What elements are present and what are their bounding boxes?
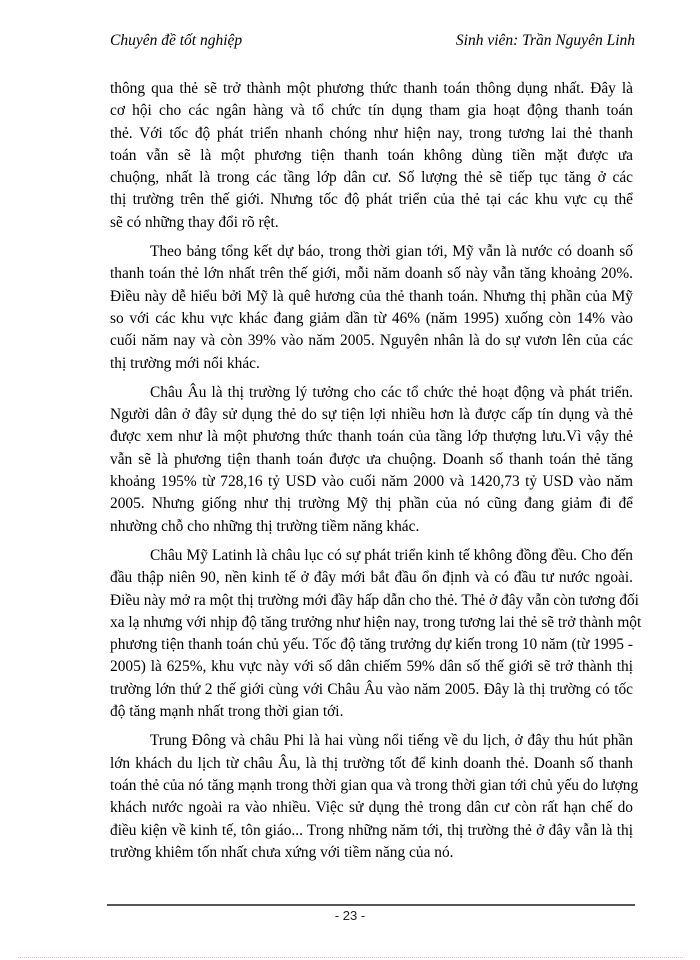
text-line: Châu Âu là thị trường lý tưởng cho các tổ chức thẻ hoạt động và phát triển. [150, 383, 633, 401]
text-line: Điều này mở ra một thị trường mới đầy hấp dẫn cho thẻ. Thẻ ở đây vẫn còn tương đối [110, 591, 639, 609]
text-line: chuộng, nhất là trong các tầng lớp dân cư. Số lượng thẻ sẽ tiếp tục tăng ở các [110, 169, 633, 187]
text-line: toán thẻ của nó tăng mạnh trong thời gian qua và trong thời gian tới chủ yếu do lượng [110, 776, 639, 794]
header-document-title: Chuyên đề tốt nghiệp [110, 32, 243, 49]
text-line: lớn khách du lịch từ châu Âu, là thị trường tốt để kinh doanh thẻ. Doanh số thanh [110, 754, 633, 772]
text-line: phương tiện thanh toán chủ yếu. Tốc độ tăng trưởng dự kiến trong 10 năm (từ 1995 - [110, 636, 633, 654]
text-line: toán vẫn sẽ là một phương tiện thanh toán không dùng tiền mặt được ưa [110, 146, 633, 164]
text-line: thẻ. Với tốc độ phát triển nhanh chóng như hiện nay, trong tương lai thẻ thanh [110, 124, 633, 142]
text-line: Người dân ở đây sử dụng thẻ do sự tiện lợi nhiều hơn là được cấp tín dụng và thẻ [110, 406, 633, 424]
text-line: khoảng 195% từ 728,16 tỷ USD vào cuối năm 2000 và 1420,73 tỷ USD vào năm [110, 473, 633, 491]
text-line: Theo bảng tổng kết dự báo, trong thời gian tới, Mỹ vẫn là nước có doanh số [150, 243, 633, 261]
text-line: thị trường mới nổi khác. [110, 354, 260, 372]
text-line: độ tăng mạnh nhất trong thời gian tới. [110, 703, 344, 721]
text-line: nhường chỗ cho những thị trường tiềm năng khác. [110, 517, 420, 535]
paragraph-middle-east-africa-market [110, 730, 639, 864]
document-body [110, 78, 642, 871]
text-line: vẫn sẽ là phương tiện thanh toán được ưa chuộng. Doanh số thanh toán thẻ tăng [110, 450, 633, 468]
paragraph-europe-market [110, 382, 633, 538]
text-line: sẽ có những thay đổi rõ rệt. [110, 213, 279, 231]
text-line: thị trường trên thế giới. Nhưng tốc độ phát triển của thẻ tại các khu vực cụ thể [110, 191, 633, 209]
text-line: trường khiêm tốn nhất chưa xứng với tiềm năng của nó. [110, 843, 454, 861]
text-line: thông qua thẻ sẽ trở thành một phương thức thanh toán thông dụng nhất. Đây là [110, 80, 633, 97]
text-line: xa lạ nhưng với nhịp độ tăng trưởng như hiện nay, trong tương lai thẻ sẽ trở thành một [110, 613, 642, 631]
page-header [110, 32, 635, 54]
text-line: so với các khu vực khác đang giảm dần từ 46% (năm 1995) xuống còn 14% vào [110, 309, 633, 327]
page-number: - 23 - [334, 908, 366, 923]
text-line: trường lớn thứ 2 thế giới cùng với Châu Âu vào năm 2005. Đây là thị trường có tốc [110, 680, 633, 698]
text-line: Trung Đông và châu Phi là hai vùng nổi tiếng về du lịch, ở đây thu hút phần [150, 732, 633, 750]
text-line: điều kiện về kinh tế, tôn giáo... Trong những năm tới, thị trường thẻ ở đây vẫn là thị [110, 821, 633, 839]
text-line: khách nước ngoài ra vào nhiều. Việc sử dụng thẻ trong dân cư còn rất hạn chế do [110, 799, 633, 817]
text-line: 2005. Nhưng giống như thị trường Mỹ thị phần của nó cũng đang giảm đi để [110, 495, 633, 513]
text-line: 2005) là 625%, khu vực này với số dân chiếm 59% dân số thế giới sẽ trở thành thị [110, 658, 633, 676]
text-line: cuối năm nay và còn 39% vào năm 2005. Nguyên nhân là do sự vươn lên của các [110, 332, 633, 350]
paragraph-usa-market [110, 241, 633, 375]
text-line: cơ hội cho các ngân hàng và tổ chức tín dụng tham gia hoạt động thanh toán [110, 102, 633, 120]
text-line: thanh toán thẻ lớn nhất trên thế giới, mỗi năm doanh số này vẫn tăng khoảng 20%. [110, 265, 633, 283]
paragraph-latin-america-market [110, 545, 642, 723]
text-line: Điều này dễ hiểu bởi Mỹ là quê hương của thẻ thanh toán. Nhưng thị phần của Mỹ [110, 287, 633, 305]
page-boundary-line [18, 957, 683, 958]
text-line: được xem như là một phương thức thanh toán của tầng lớp thượng lưu.Vì vậy thẻ [110, 428, 633, 446]
header-student-name: Sinh viên: Trần Nguyên Linh [455, 32, 635, 49]
footer-divider [107, 904, 635, 906]
paragraph-card-adoption [110, 78, 633, 234]
text-line: Châu Mỹ Latinh là châu lục có sự phát triển kinh tế không đồng đều. Cho đến [150, 546, 633, 564]
text-line: đầu thập niên 90, nền kinh tế ở đây mới bắt đầu ổn định và có đầu tư nước ngoài. [110, 569, 633, 587]
